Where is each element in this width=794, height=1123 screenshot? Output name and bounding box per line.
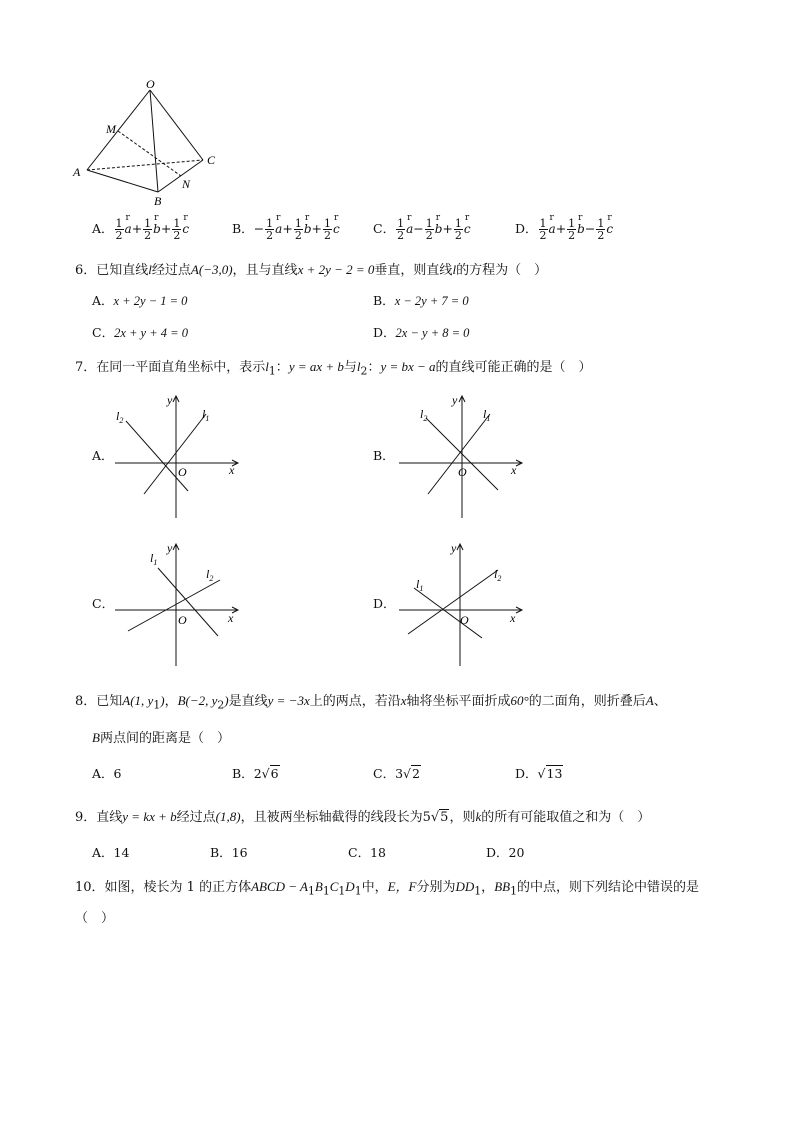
svg-text:l2: $l_2$ — [420, 407, 428, 423]
svg-text:y: y — [167, 541, 173, 555]
tetrahedron-figure — [70, 78, 230, 210]
q6-stem: 6．已知直线l经过点A(−3,0)，且与直线x + 2y − 2 = 0垂直，则直线l的方程为（ ） — [75, 262, 548, 278]
svg-text:l1: $l_1$ — [416, 577, 424, 593]
svg-text:y: y — [451, 541, 457, 555]
q6-option-b[interactable]: B．x − 2y + 7 = 0 — [373, 293, 469, 308]
q7-option-c[interactable]: C． — [92, 596, 115, 611]
svg-text:l1: $l_1$ — [150, 551, 158, 567]
q6-option-d[interactable]: D．2x − y + 8 = 0 — [373, 325, 470, 340]
svg-text:x: x — [510, 611, 516, 625]
q8-option-c[interactable]: C．3√2 — [373, 766, 420, 781]
svg-text:O: O — [178, 613, 187, 627]
svg-text:l1: $l_1$ — [483, 407, 491, 423]
label-C: C — [207, 153, 216, 167]
q8-stem-line1: 8．已知A(1, $y_1$)，B(−2, $y_2$)是直线y = −3x上的两点，若沿x轴将坐标平面折成60°的二面角，则折叠后A、 — [75, 693, 667, 712]
graph-b — [394, 390, 529, 520]
q6-option-c[interactable]: C．2x + y + 4 = 0 — [92, 325, 188, 340]
svg-text:O: O — [458, 465, 467, 479]
graph-d — [394, 538, 529, 668]
svg-text:l2: $l_2$ — [206, 567, 214, 583]
q9-option-d[interactable]: D．20 — [486, 845, 525, 860]
q7-option-d[interactable]: D． — [373, 596, 396, 611]
svg-text:l2: $l_2$ — [116, 409, 124, 425]
label-N: N — [182, 177, 191, 191]
q8-stem-line2: B两点间的距离是（ ） — [92, 730, 230, 746]
q7-option-b[interactable]: B． — [373, 448, 395, 463]
graph-a — [110, 390, 245, 520]
q9-option-b[interactable]: B．16 — [210, 845, 248, 860]
graph-c — [110, 538, 245, 668]
q7-stem: 7．在同一平面直角坐标中，表示$l_1$：y = ax + b与$l_2$：y = bx − a的直线可能正确的是（ ） — [75, 359, 592, 378]
label-A: A — [73, 165, 81, 179]
q8-option-a[interactable]: A．6 — [92, 766, 122, 781]
svg-text:x: x — [511, 463, 517, 477]
q10-stem-line2: （ ） — [75, 911, 115, 926]
q8-option-b[interactable]: B．2√6 — [232, 766, 279, 781]
svg-text:y: y — [452, 393, 458, 407]
svg-text:l1: $l_1$ — [202, 407, 210, 423]
q5-option-b[interactable]: B．− $\frac{1}{2}$ r a+ $\frac{1}{2}$ r b+ $\frac{1}{2}$ r c — [232, 213, 340, 242]
label-M: M — [106, 122, 116, 136]
svg-text:O: O — [460, 613, 469, 627]
q6-option-a[interactable]: A．x + 2y − 1 = 0 — [92, 293, 188, 308]
svg-text:x: x — [228, 611, 234, 625]
q5-option-d[interactable]: D． $\frac{1}{2}$ r a+ $\frac{1}{2}$ r b− $\frac{1}{2}$ r c — [515, 213, 614, 242]
svg-text:l2: $l_2$ — [494, 567, 502, 583]
q7-option-a[interactable]: A． — [92, 448, 114, 463]
q9-option-a[interactable]: A．14 — [92, 845, 130, 860]
svg-text:y: y — [167, 393, 173, 407]
label-O: O — [146, 78, 155, 91]
q5-option-a[interactable]: A． $\frac{1}{2}$ r a+ $\frac{1}{2}$ r b+ $\frac{1}{2}$ r c — [92, 213, 190, 242]
q8-option-d[interactable]: D．√13 — [515, 766, 563, 781]
q10-stem-line1: 10．如图，棱长为 1 的正方体ABCD − $A_1B_1C_1D_1$中，E，F分别为$DD_1$，$BB_1$的中点，则下列结论中错误的是 — [75, 879, 699, 898]
svg-text:x: x — [229, 463, 235, 477]
q9-stem: 9．直线y = kx + b经过点(1,8)，且被两坐标轴截得的线段长为5√5，则k的所有可能取值之和为（ ） — [75, 809, 651, 825]
svg-text:O: O — [178, 465, 187, 479]
q5-option-c[interactable]: C． $\frac{1}{2}$ r a− $\frac{1}{2}$ r b+ $\frac{1}{2}$ r c — [373, 213, 471, 242]
q9-option-c[interactable]: C．18 — [348, 845, 386, 860]
label-B: B — [154, 194, 162, 208]
